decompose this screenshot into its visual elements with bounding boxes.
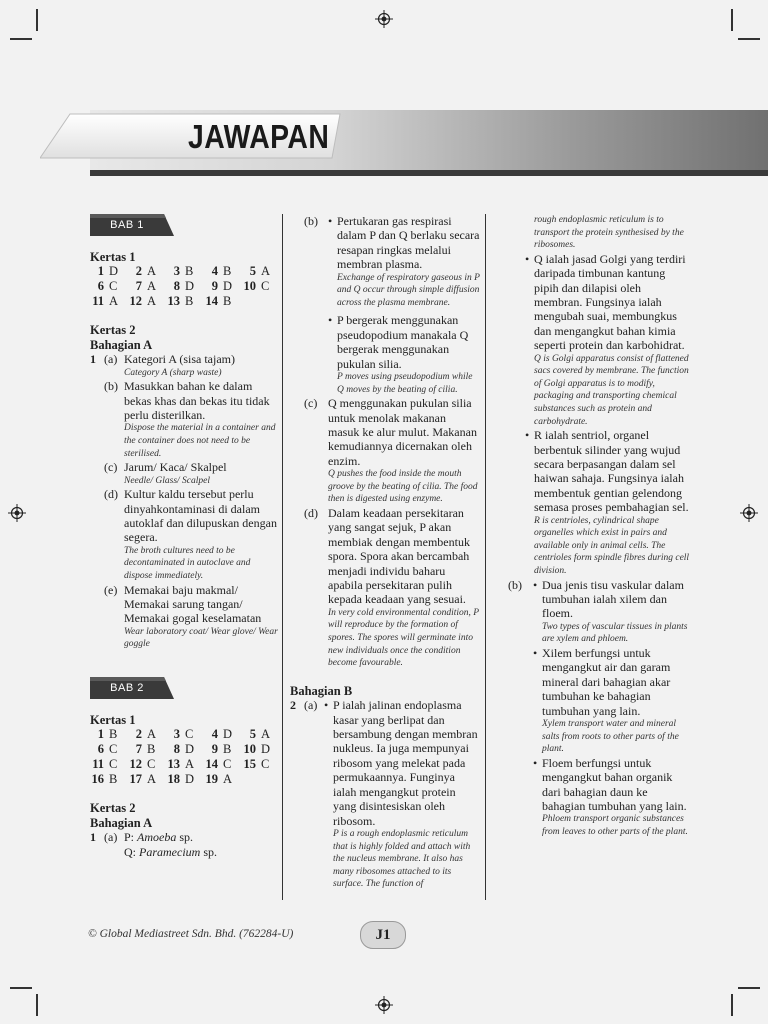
answer-cell: [242, 279, 280, 294]
answer-cell: [166, 757, 204, 772]
answer-cell: [242, 264, 280, 279]
column-1: [90, 214, 280, 859]
answer-number: 19: [205, 772, 218, 787]
kertas-1-heading: Kertas 1: [90, 250, 136, 264]
answer-translation: P is a rough endoplasmic reticulum that is highly folded and attach with the nucleus membrane. It also has many ribosomes attached to its surface. The function of: [333, 828, 471, 890]
answer-number: 12: [129, 294, 142, 309]
registration-mark-icon: [740, 504, 758, 522]
title-banner: [40, 110, 768, 176]
answer-translation: Exchange of respiratory gaseous in P and Q occur through simple diffusion across the plasma membrane.: [337, 272, 480, 308]
page-title: JAWAPAN: [188, 118, 330, 155]
answer-text: Kultur kaldu tersebut perlu dinyahkontaminasi di dalam autoklaf dan dilupuskan dengan segera.: [124, 487, 277, 545]
bab-2-kertas-1-answers: [90, 727, 280, 787]
bullet-item: [525, 428, 690, 577]
part-label: (e): [104, 582, 118, 597]
crop-mark: [731, 994, 733, 1016]
bab-1-tab: [90, 214, 174, 236]
answer-letter: B: [185, 264, 194, 279]
answer-translation: R is centrioles, cylindrical shape organelles which exist in pairs and available only in animal cells. The centrioles form spindle fibres during cell division.: [534, 515, 690, 576]
answer-letter: B: [223, 742, 232, 757]
answer-1c: [90, 460, 280, 487]
continued-translation: rough endoplasmic reticulum is to transport the protein synthesised by the ribosomes.: [534, 215, 684, 251]
answer-letter: C: [185, 727, 194, 742]
answer-number: 17: [129, 772, 142, 787]
answer-letter: C: [109, 279, 118, 294]
bab-2-kertas-1-heading: Kertas 1: [90, 713, 136, 728]
crop-mark: [10, 38, 32, 40]
answer-number: 8: [173, 279, 180, 294]
answer-letter: C: [109, 742, 118, 757]
kertas-1-answers: [90, 264, 280, 309]
crop-mark: [36, 994, 38, 1016]
answer-number: 15: [243, 757, 256, 772]
answer-letter: D: [223, 727, 233, 742]
answer-number: 11: [92, 294, 104, 309]
bullet-item: [533, 756, 690, 839]
answer-text: • P bergerak menggunakan pseudopodium manakala Q bergerak menggunakan pukulan silia.: [337, 313, 469, 371]
answer-text: • Q ialah jasad Golgi yang terdiri daripada timbunan kantung pipih dan dilapisi oleh membran. Fungsinya ialah mengubah suai, membungkus dan mengangkut bahan kimia seperti protein dan karbohidrat.: [534, 251, 686, 353]
answer-letter: A: [147, 294, 157, 309]
answer-text: Dalam keadaan persekitaran yang sangat sejuk, P akan membiak dengan membentuk spora. Spora akan bercambah menjadi individu baharu apabila persekitaran pulih kepada keadaan yang sesuai.: [328, 506, 470, 607]
answer-number: 8: [173, 742, 180, 757]
question-number: 1: [90, 830, 96, 845]
answer-1e: [90, 583, 280, 651]
answer-text: • Dua jenis tisu vaskular dalam tumbuhan ialah xilem dan floem.: [542, 577, 684, 621]
answer-2b: [500, 578, 690, 839]
answer-cell: [166, 294, 204, 309]
column-2: [290, 214, 480, 891]
bullet-item: [324, 698, 480, 891]
part-label: (b): [304, 214, 318, 228]
answer-cell: [242, 742, 280, 757]
registration-mark-icon: [8, 504, 26, 522]
answer-letter: B: [223, 264, 232, 279]
answer-cell: [90, 279, 128, 294]
question-number: 2: [290, 698, 296, 713]
bab-2-tab: [90, 677, 174, 699]
part-label: (a): [304, 698, 318, 713]
answer-number: 7: [135, 279, 142, 294]
answer-letter: D: [261, 742, 271, 757]
answer-number: 14: [205, 294, 218, 309]
answer-translation: Q is Golgi apparatus consist of flattened sacs covered by membrane. The function of Golgi apparatus is to modify, packaging and transporting chemical substances such as protein and carbohydrate.: [534, 353, 689, 427]
answer-letter: A: [109, 294, 119, 309]
answer-letter: D: [223, 279, 233, 294]
answer-number: 4: [211, 264, 218, 279]
answer-translation: Two types of vascular tissues in plants are xylem and phloem.: [542, 621, 688, 645]
answer-cell: [242, 727, 280, 742]
answer-1c-bab2: [290, 396, 480, 506]
answer-text-p: P: Amoeba sp.: [124, 830, 194, 845]
part-label: (d): [304, 506, 318, 521]
answer-text: • Floem berfungsi untuk mengangkut bahan organik dari bahagian daun ke bahagian tumbuhan yang lain.: [542, 755, 687, 814]
answer-number: 1: [97, 727, 104, 742]
answer-cell: [166, 727, 204, 742]
bullet-item: [525, 252, 690, 428]
answer-letter: D: [185, 742, 195, 757]
answer-letter: A: [147, 727, 157, 742]
answer-letter: C: [223, 757, 232, 772]
answer-number: 13: [167, 757, 180, 772]
answer-letter: A: [147, 772, 157, 787]
answer-cell: [204, 264, 242, 279]
answer-letter: C: [261, 279, 270, 294]
answer-number: 6: [97, 279, 104, 294]
answer-cell: [166, 279, 204, 294]
answer-letter: B: [109, 727, 118, 742]
answer-number: 16: [91, 772, 104, 787]
answer-text: Masukkan bahan ke dalam bekas khas dan bekas itu tidak perlu disterilkan.: [124, 379, 270, 423]
answer-number: 11: [92, 757, 104, 772]
bab-2-bahagian-a-heading: Bahagian A: [90, 815, 153, 830]
answer-cell: [90, 727, 128, 742]
answer-number: 12: [129, 757, 142, 772]
answer-text-q: Q: Paramecium sp.: [124, 844, 217, 859]
answer-letter: C: [147, 757, 156, 772]
answer-cell: [128, 772, 166, 787]
answer-number: 4: [211, 727, 218, 742]
answer-cell: [128, 264, 166, 279]
registration-mark-icon: [375, 996, 393, 1014]
answer-cell: [204, 757, 242, 772]
answer-number: 7: [135, 742, 142, 757]
answer-translation: In very cold environmental condition, P will reproduce by the formation of spores. The spores will germinate into new individuals once the condition become favourable.: [328, 607, 479, 669]
bab-2-label: BAB 2: [110, 682, 144, 695]
answer-text: • Pertukaran gas respirasi dalam P dan Q berlaku secara resapan ringkas melalui membran plasma.: [337, 214, 480, 272]
answer-cell: [204, 727, 242, 742]
answer-translation: Dispose the material in a container and the container does not need to be sterilised.: [124, 423, 276, 459]
answer-translation: The broth cultures need to be decontaminated in autoclave and dispose immediately.: [124, 545, 251, 582]
crop-mark: [738, 38, 760, 40]
answer-cell: [90, 264, 128, 279]
answer-letter: D: [185, 279, 195, 294]
answer-letter: B: [185, 294, 194, 309]
answer-cell: [128, 757, 166, 772]
answer-letter: B: [109, 772, 118, 787]
answer-1a: [90, 352, 280, 379]
answer-letter: D: [185, 772, 195, 787]
answer-cell: [166, 264, 204, 279]
answer-text: Jarum/ Kaca/ Skalpel: [124, 460, 227, 475]
answer-number: 5: [249, 727, 256, 742]
answer-number: 13: [167, 294, 180, 309]
bullet-item: [533, 578, 690, 646]
bab-2-answer-1a: [90, 830, 280, 859]
answer-number: 2: [135, 264, 142, 279]
answer-translation: Xylem transport water and mineral salts from roots to other parts of the plant.: [542, 719, 679, 755]
answer-1d: [90, 487, 280, 582]
answer-letter: A: [261, 264, 271, 279]
answer-text: • P ialah jalinan endoplasma kasar yang berlipat dan bersambung dengan membran nukleus. Ia juga mempunyai ribosom yang melekat pada permukaannya. Funginya ialah mengangkut protein yang disintesiskan oleh ribosom.: [333, 698, 478, 828]
answer-letter: A: [223, 772, 233, 787]
answer-2a: [290, 698, 480, 891]
crop-mark: [731, 9, 733, 31]
column-divider: [485, 214, 486, 900]
kertas-2-heading: Kertas 2: [90, 323, 136, 338]
part-label: (c): [304, 396, 318, 411]
answer-letter: A: [185, 757, 195, 772]
answer-letter: A: [147, 279, 157, 294]
bullet-item: [533, 646, 690, 756]
crop-mark: [36, 9, 38, 31]
answer-cell: [128, 742, 166, 757]
answer-letter: B: [147, 742, 156, 757]
page-number: J1: [360, 921, 406, 949]
answer-cell: [166, 772, 204, 787]
answer-translation: Q pushes the food inside the mouth groove by the beating of cilia. The food then is digested using enzyme.: [328, 469, 478, 505]
answer-number: 3: [173, 264, 180, 279]
part-label: (b): [508, 577, 522, 592]
answer-cell: [90, 757, 128, 772]
column-3: [500, 214, 690, 839]
answer-cell: [242, 757, 280, 772]
answer-number: 5: [249, 264, 256, 279]
answer-number: 2: [135, 727, 142, 742]
registration-mark-icon: [375, 10, 393, 28]
answer-text: Memakai baju makmal/ Memakai sarung tangan/ Memakai gogal keselamatan: [124, 582, 262, 626]
answer-cell: [166, 742, 204, 757]
answer-number: 14: [205, 757, 218, 772]
answer-cell: [204, 279, 242, 294]
answer-text: • R ialah sentriol, organel berbentuk silinder yang wujud secara berpasangan dalam sel haiwan sahaja. Fungsinya ialah membentuk gentian gelendong semasa proses pembahagian sel.: [534, 428, 689, 515]
answer-number: 6: [97, 742, 104, 757]
crop-mark: [10, 987, 32, 989]
answer-number: 1: [97, 264, 104, 279]
copyright-text: © Global Mediastreet Sdn. Bhd. (762284-U): [88, 928, 294, 940]
answer-letter: C: [261, 757, 270, 772]
crop-mark: [738, 987, 760, 989]
answer-number: 3: [173, 727, 180, 742]
answer-number: 18: [167, 772, 180, 787]
part-label: (c): [104, 460, 118, 475]
answer-cell: [90, 294, 128, 309]
answer-translation: P moves using pseudopodium while Q moves by the beating of cilia.: [337, 372, 473, 395]
answer-1d-bab2: [290, 506, 480, 670]
bahagian-a-heading: Bahagian A: [90, 337, 153, 352]
answer-text: Kategori A (sisa tajam): [124, 352, 235, 367]
answer-cell: [90, 742, 128, 757]
answer-1b: [90, 379, 280, 460]
answer-cell: [128, 727, 166, 742]
answer-number: 10: [243, 279, 256, 294]
bab-1-label: BAB 1: [110, 219, 144, 231]
answer-number: 9: [211, 742, 218, 757]
answer-translation: Phloem transport organic substances from leaves to other parts of the plant.: [542, 814, 688, 838]
part-label: (a): [104, 830, 118, 845]
bullet-item: [328, 214, 480, 309]
answer-1b-bab2: [290, 214, 480, 396]
answer-letter: D: [109, 264, 119, 279]
question-number: 1: [90, 352, 96, 367]
answer-cell: [204, 742, 242, 757]
answer-cell: [204, 294, 242, 309]
answer-cell: [128, 294, 166, 309]
answer-letter: A: [261, 727, 271, 742]
answer-letter: A: [147, 264, 157, 279]
answer-number: 9: [211, 279, 218, 294]
part-label: (a): [104, 352, 118, 367]
answer-translation: Category A (sharp waste): [124, 367, 222, 378]
answer-text: • Xilem berfungsi untuk mengangkut air dan garam mineral dari bahagian akar tumbuhan ke bahagian tumbuhan yang lain.: [542, 646, 671, 718]
answer-translation: Needle/ Glass/ Scalpel: [124, 475, 211, 486]
answer-cell: [204, 772, 242, 787]
answer-cell: [128, 279, 166, 294]
bab-2-kertas-2-heading: Kertas 2: [90, 801, 136, 816]
answer-translation: Wear laboratory coat/ Wear glove/ Wear goggle: [124, 626, 278, 650]
bullet-item: [328, 313, 480, 396]
bahagian-b-heading: Bahagian B: [290, 683, 353, 698]
column-divider: [282, 214, 283, 900]
part-label: (b): [104, 379, 118, 394]
answer-cell: [90, 772, 128, 787]
answer-letter: C: [109, 757, 118, 772]
answer-number: 10: [243, 742, 256, 757]
answer-text: Q menggunakan pukulan silia untuk menolak makanan masuk ke alur mulut. Makanan kemudiannya dicernakan oleh enzim.: [328, 396, 477, 468]
answer-letter: B: [223, 294, 232, 309]
part-label: (d): [104, 487, 118, 502]
